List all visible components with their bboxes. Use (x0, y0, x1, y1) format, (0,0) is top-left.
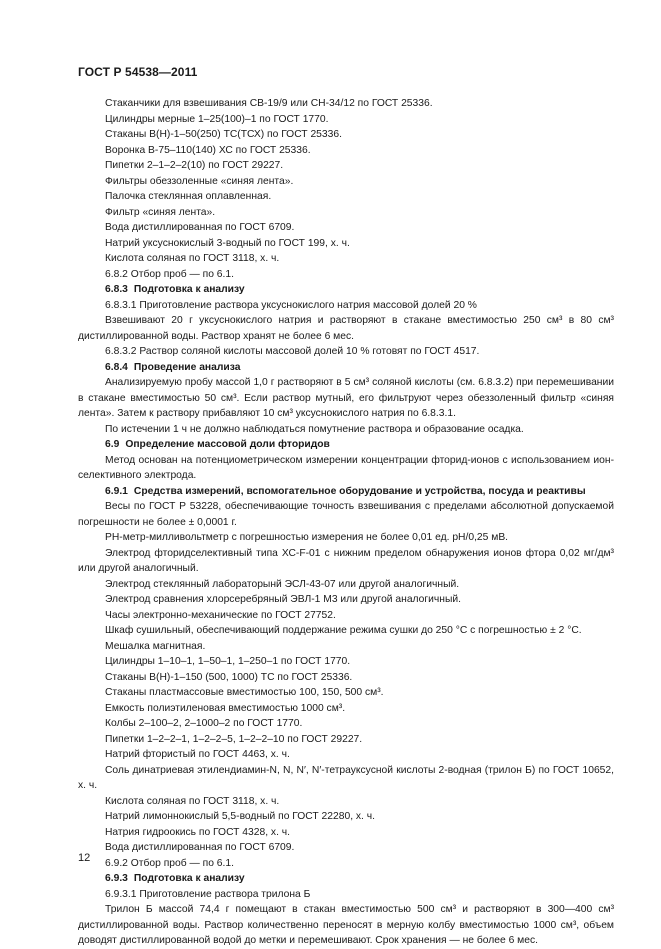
paragraph: Натрий уксуснокислый 3-водный по ГОСТ 199, х. ч. (105, 237, 350, 249)
paragraph: Стаканы пластмассовые вместимостью 100, 150, 500 см³. (105, 687, 384, 698)
section-title: Проведение анализа (133, 361, 241, 373)
paragraph: Вода дистиллированная по ГОСТ 6709. (105, 222, 295, 233)
paragraph: Стаканы В(Н)-1–150 (500, 1000) ТС по ГОСТ 25336. (105, 671, 353, 683)
paragraph: Часы электронно-механические по ГОСТ 27752. (105, 609, 336, 621)
paragraph: Воронка В-75–110(140) ХС по ГОСТ 25336. (105, 144, 311, 156)
section-number: 6.8.4 (105, 361, 128, 373)
paragraph: Весы по ГОСТ Р 53228, обеспечивающие точность взвешивания с пределами абсолютной допускаемой погрешности не более ± 0,0001 г. (78, 501, 614, 528)
paragraph: Емкость полиэтиленовая вместимостью 1000 см³. (105, 702, 346, 714)
section-number: 6.8.3 (105, 284, 128, 295)
paragraph: Натрий лимоннокислый 5,5-водный по ГОСТ 22280, х. ч. (105, 811, 376, 822)
page-number: 12 (78, 852, 91, 864)
paragraph: Натрий фтористый по ГОСТ 4463, х. ч. (105, 749, 290, 760)
paragraph: По истечении 1 ч не должно наблюдаться помутнение раствора и образование осадка. (105, 423, 524, 435)
section-number: 6.9.3 (105, 873, 128, 884)
paragraph: Пипетки 1–2–2–1, 1–2–2–5, 1–2–2–10 по ГОСТ 29227. (105, 733, 363, 745)
paragraph: 6.8.3.1 Приготовление раствора уксуснокислого натрия массовой долей 20 % (105, 299, 477, 311)
paragraph: Электрод фторидселективный типа ХС-F-01 с нижним пределом обнаружения ионов фтора 0,02 мг/дм³ или другой аналогичный. (78, 547, 614, 574)
paragraph: Электрод стеклянный лабораторынй ЭСЛ-43-07 или другой аналогичный. (105, 578, 460, 590)
section-title: Подготовка к анализу (133, 873, 245, 884)
paragraph: Пипетки 2–1–2–2(10) по ГОСТ 29227. (105, 160, 284, 171)
section-number: 6.9.1 (105, 485, 128, 497)
paragraph: Фильтры обеззоленные «синяя лента». (105, 175, 294, 187)
paragraph: Кислота соляная по ГОСТ 3118, х. ч. (105, 253, 280, 264)
section-heading (78, 871, 614, 887)
paragraph: Цилиндры мерные 1–25(100)–1 по ГОСТ 1770. (105, 113, 329, 125)
section-title: Определение массовой доли фторидов (125, 439, 330, 450)
paragraph: РН-метр-милливольтметр с погрешностью измерения не более 0,01 ед. рН/0,25 мВ. (105, 532, 509, 543)
paragraph: Фильтр «синяя лента». (105, 206, 216, 218)
paragraph: Мешалка магнитная. (105, 640, 206, 652)
paragraph: Колбы 2–100–2, 2–1000–2 по ГОСТ 1770. (105, 718, 303, 729)
paragraph: Палочка стеклянная оплавленная. (105, 191, 272, 202)
paragraph: Анализируемую пробу массой 1,0 г растворяют в 5 см³ соляной кислоты (см. 6.8.3.2) при перемешивании в стакане вместимостью 50 см³. Если раствор мутный, его фильтруют через обеззоленный фильтр «синяя лента». Затем к раствору прибавляют 10 см³ уксуснокислого натрия по 6.8.3.1. (78, 377, 614, 419)
paragraph: Трилон Б массой 74,4 г помещают в стакан вместимостью 500 см³ и растворяют в 300—400 см³ дистиллированной воды. Раствор количественно переносят в мерную колбу вместимостью 1000 см³, объем доводят дистиллированной водой до метки и перемешивают. Срок хранения — не более 6 мес. (78, 904, 614, 946)
paragraph: Электрод сравнения хлорсеребряный ЭВЛ-1 М3 или другой аналогичный. (105, 594, 461, 605)
paragraph: Взвешивают 20 г уксуснокислого натрия и растворяют в стакане вместимостью 250 см³ в 80 см³ дистиллированной воды. Раствор хранят не более 6 мес. (78, 315, 614, 342)
paragraph: Метод основан на потенциометрическом измерении концентрации фторид-ионов с использованием ион-селективного электрода. (78, 454, 614, 481)
section-title: Подготовка к анализу (133, 284, 245, 295)
paragraph: Натрия гидроокись по ГОСТ 4328, х. ч. (105, 826, 291, 838)
document-body (78, 96, 614, 949)
paragraph: Соль динатриевая этилендиамин-N, N, N′, N′-тетрауксусной кислоты 2-водная (трилон Б) по ГОСТ 10652, х. ч. (78, 764, 614, 791)
paragraph: Цилиндры 1–10–1, 1–50–1, 1–250–1 по ГОСТ 1770. (105, 656, 351, 667)
section-heading (78, 437, 614, 453)
section-number: 6.9 (105, 439, 120, 450)
paragraph: Вода дистиллированная по ГОСТ 6709. (105, 842, 295, 853)
paragraph: Шкаф сушильный, обеспечивающий поддержание режима сушки до 250 °С с погрешностью ± 2 °С. (105, 625, 582, 636)
paragraph: 6.8.2 Отбор проб — по 6.1. (105, 268, 234, 280)
paragraph: 6.8.3.2 Раствор соляной кислоты массовой долей 10 % готовят по ГОСТ 4517. (105, 346, 480, 357)
standard-header: ГОСТ Р 54538—2011 (78, 65, 198, 79)
paragraph: Стаканы В(Н)-1–50(250) ТС(ТСХ) по ГОСТ 25336. (105, 129, 342, 140)
paragraph: Кислота соляная по ГОСТ 3118, х. ч. (105, 795, 280, 807)
section-heading (78, 360, 614, 376)
section-heading (78, 282, 614, 298)
section-heading (78, 484, 614, 500)
paragraph: 6.9.3.1 Приготовление раствора трилона Б (105, 888, 311, 900)
section-title: Средства измерений, вспомогательное оборудование и устройства, посуда и реактивы (133, 485, 586, 497)
paragraph: 6.9.2 Отбор проб — по 6.1. (105, 857, 234, 869)
paragraph: Стаканчики для взвешивания СВ-19/9 или СН-34/12 по ГОСТ 25336. (105, 98, 433, 109)
